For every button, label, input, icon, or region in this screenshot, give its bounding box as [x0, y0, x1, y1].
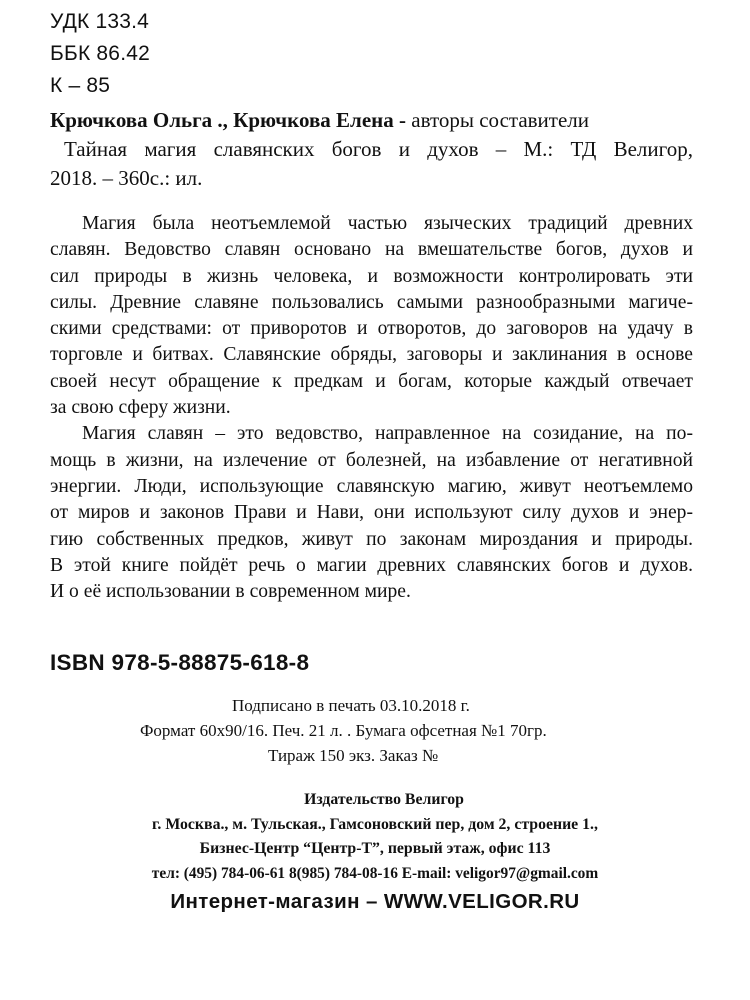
annotation-line: торговле и битвах. Славянские обряды, заговоры и заклинания в основе [50, 344, 693, 366]
bibliographic-record [50, 106, 693, 193]
publisher-name: Издательство Велигор [304, 791, 464, 808]
annotation-line: силы. Древние славяне пользовались самыми разнообразными магиче- [50, 291, 693, 313]
authors-line [50, 106, 693, 135]
contact-line: тел: (495) 784-06-61 8(985) 784-08-16 E-mail: veligor97@gmail.com [151, 864, 599, 882]
publisher-address: г. Москва., м. Тульская., Гамсоновский пер, дом 2, строение 1., [152, 815, 598, 833]
print-run: Тираж 150 экз. Заказ № [268, 746, 439, 765]
annotation-line: Магия славян – это ведовство, направленное на созидание, на по- [82, 423, 693, 445]
annotation-line: энергии. Люди, использующие славянскую магию, живут неотъемлемо [50, 475, 693, 497]
bbk-code: ББК 86.42 [50, 42, 150, 65]
annotation-paragraph-2 [50, 421, 693, 605]
annotation-line: за свою сферу жизни. [50, 397, 231, 419]
annotation-paragraph-1 [50, 211, 693, 421]
publisher-block [0, 788, 750, 918]
annotation-line: скими средствами: от приворотов и отворотов, до заговоров на удачу в [50, 318, 693, 340]
authors-role: авторы составители [406, 108, 590, 132]
format-line: Формат 60х90/16. Печ. 21 л. . Бумага офсетная №1 70гр. [140, 721, 547, 740]
year-pages-line: 2018. – 360с.: ил. [50, 166, 203, 190]
classification-block [50, 6, 150, 102]
isbn: ISBN 978-5-88875-618-8 [50, 650, 310, 675]
annotation [50, 211, 693, 605]
annotation-line: славян. Ведовство славян основано на вмешательстве богов, духов и [50, 239, 693, 261]
authors-names: Крючкова Ольга ., Крючкова Елена - [50, 108, 406, 132]
signed-date: Подписано в печать 03.10.2018 г. [232, 696, 470, 715]
annotation-line: от миров и законов Прави и Нави, они используют силу духов и энер- [50, 502, 693, 524]
annotation-line: Магия была неотъемлемой частью языческих традиций древних [82, 213, 693, 234]
annotation-line: своей несут обращение к предкам и богам, которые каждый отвечает [50, 370, 693, 392]
annotation-line: В этой книге пойдёт речь о магии древних славянских богов и духов. [50, 554, 693, 576]
online-shop: Интернет-магазин – WWW.VELIGOR.RU [170, 890, 580, 913]
udk-code: УДК 133.4 [50, 10, 150, 33]
business-center: Бизнес-Центр “Центр-Т”, первый этаж, офис 113 [199, 840, 551, 857]
author-mark: К – 85 [50, 74, 111, 97]
annotation-line: мощь в жизни, на излечение от болезней, на избавление от негативной [50, 449, 693, 471]
annotation-line: гию собственных предков, живут по законам мироздания и природы. [50, 528, 693, 550]
annotation-line: сил природы в жизнь человека, и возможности контролировать эти [50, 265, 693, 287]
annotation-line: И о её использовании в современном мире. [50, 581, 411, 603]
book-title-line: Тайная магия славянских богов и духов – М.: ТД Велигор, [64, 137, 693, 161]
